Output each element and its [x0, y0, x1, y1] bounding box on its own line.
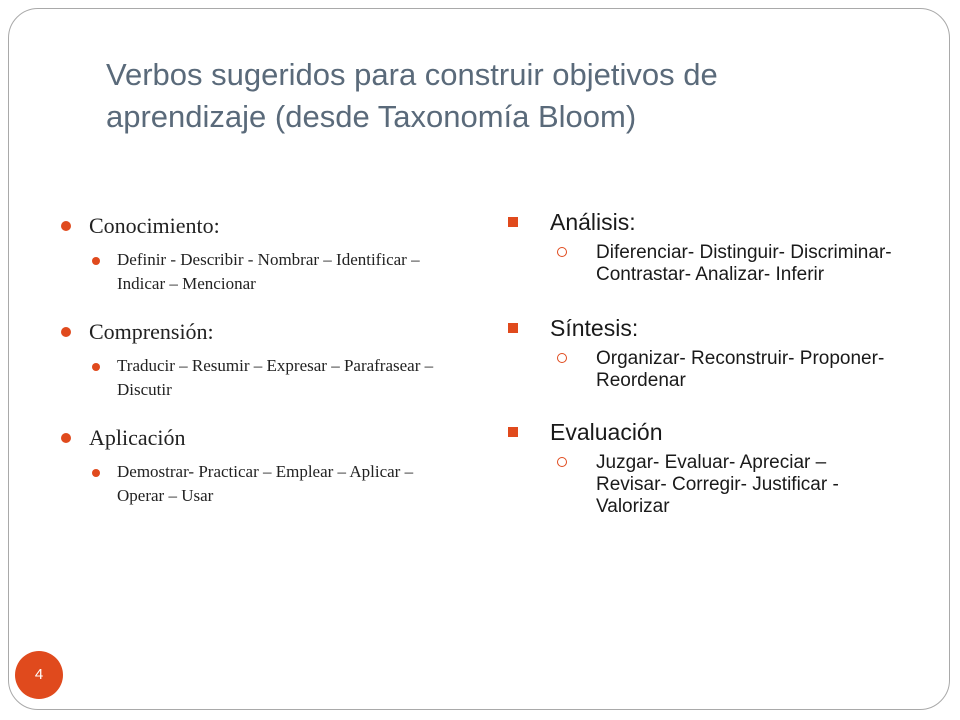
group-sintesis	[507, 312, 907, 392]
left-column	[60, 208, 440, 526]
verb-list	[60, 354, 440, 402]
heading-text: Evaluación	[550, 419, 663, 445]
heading-text: Análisis:	[550, 209, 636, 235]
heading-text: Aplicación	[89, 425, 186, 450]
group-heading	[60, 208, 440, 244]
verbs-text: Demostrar- Practicar – Emplear – Aplicar – Operar – Usar	[117, 462, 414, 505]
group-heading	[60, 420, 440, 456]
bullet-ring-icon	[557, 457, 567, 467]
group-evaluacion	[507, 416, 907, 518]
verbs-text: Traducir – Resumir – Expresar – Parafrasear – Discutir	[117, 356, 434, 399]
bullet-dot-icon	[92, 363, 100, 371]
heading-text: Síntesis:	[550, 315, 639, 341]
group-heading	[60, 314, 440, 350]
bullet-dot-icon	[92, 257, 100, 265]
bullet-square-icon	[508, 217, 518, 227]
verb-list	[507, 452, 896, 518]
bullet-dot-icon	[61, 221, 71, 231]
verb-list	[507, 242, 896, 286]
heading-text: Comprensión:	[89, 319, 214, 344]
bullet-square-icon	[508, 323, 518, 333]
bullet-ring-icon	[557, 353, 567, 363]
bullet-dot-icon	[92, 469, 100, 477]
group-heading	[507, 206, 907, 238]
verbs-text: Juzgar- Evaluar- Apreciar – Revisar- Corregir- Justificar - Valorizar	[596, 452, 839, 517]
group-comprension	[60, 314, 440, 402]
bullet-dot-icon	[61, 433, 71, 443]
group-aplicacion	[60, 420, 440, 508]
group-conocimiento	[60, 208, 440, 296]
bullet-square-icon	[508, 427, 518, 437]
bullet-ring-icon	[557, 247, 567, 257]
verb-list	[60, 248, 427, 296]
verbs-text: Organizar- Reconstruir- Proponer- Reordenar	[596, 348, 885, 391]
page-number-badge: 4	[15, 651, 63, 699]
verb-list	[60, 460, 437, 508]
bullet-dot-icon	[61, 327, 71, 337]
right-column	[507, 206, 907, 542]
heading-text: Conocimiento:	[89, 213, 220, 238]
verb-list	[507, 348, 896, 392]
group-analisis	[507, 206, 907, 286]
slide-title: Verbos sugeridos para construir objetivos de aprendizaje (desde Taxonomía Bloom)	[106, 57, 718, 134]
group-heading	[507, 416, 907, 448]
group-heading	[507, 312, 907, 344]
verbs-text: Definir - Describir - Nombrar – Identificar – Indicar – Mencionar	[117, 250, 420, 293]
verbs-text: Diferenciar- Distinguir- Discriminar- Contrastar- Analizar- Inferir	[596, 242, 892, 285]
